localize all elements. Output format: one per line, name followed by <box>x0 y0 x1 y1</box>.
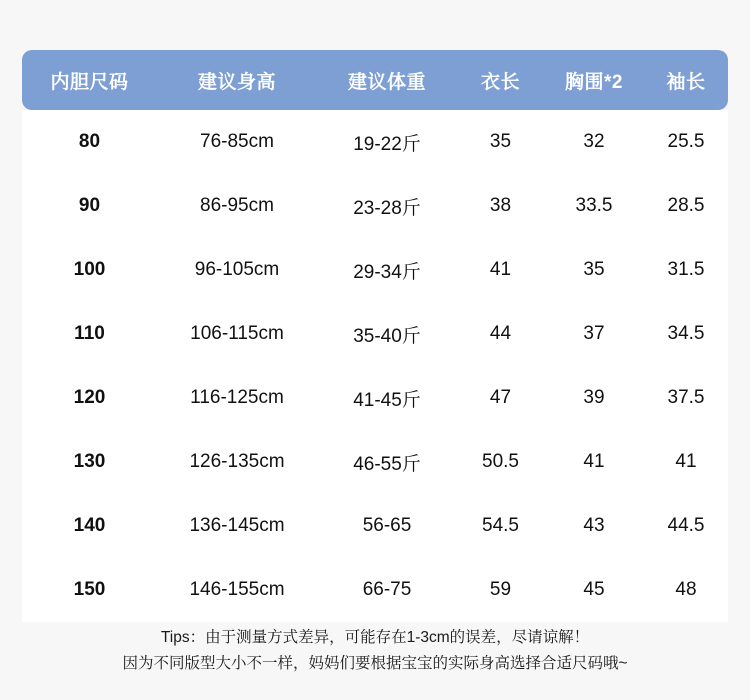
tips-line-2: 因为不同版型大小不一样，妈妈们要根据宝宝的实际身高选择合适尺码哦~ <box>122 655 628 672</box>
cell-clothing-length: 50.5 <box>457 430 544 494</box>
table-row <box>22 494 728 558</box>
cell-sleeve-length: 25.5 <box>644 110 728 174</box>
cell-weight: 46-55斤 <box>317 430 457 494</box>
cell-size: 80 <box>22 110 157 174</box>
size-table-container <box>22 50 728 622</box>
cell-chest: 41 <box>544 430 644 494</box>
table-row <box>22 238 728 302</box>
cell-chest: 33.5 <box>544 174 644 238</box>
cell-weight: 35-40斤 <box>317 302 457 366</box>
cell-size: 90 <box>22 174 157 238</box>
cell-chest: 37 <box>544 302 644 366</box>
tips-line-1: Tips：由于测量方式差异，可能存在1-3cm的误差，尽请谅解！ <box>160 629 590 646</box>
cell-height: 116-125cm <box>157 366 317 430</box>
table-body <box>22 110 728 622</box>
cell-sleeve-length: 34.5 <box>644 302 728 366</box>
cell-chest: 32 <box>544 110 644 174</box>
table-row <box>22 558 728 622</box>
table-row <box>22 366 728 430</box>
cell-clothing-length: 41 <box>457 238 544 302</box>
table-header-row <box>22 50 728 110</box>
column-header-clothing-length: 衣长 <box>457 50 544 110</box>
table-row <box>22 430 728 494</box>
cell-height: 106-115cm <box>157 302 317 366</box>
cell-weight: 19-22斤 <box>317 110 457 174</box>
tips-block <box>0 625 750 677</box>
cell-clothing-length: 54.5 <box>457 494 544 558</box>
table-row <box>22 302 728 366</box>
column-header-chest: 胸围*2 <box>544 50 644 110</box>
cell-height: 126-135cm <box>157 430 317 494</box>
cell-weight: 29-34斤 <box>317 238 457 302</box>
cell-weight: 41-45斤 <box>317 366 457 430</box>
cell-height: 136-145cm <box>157 494 317 558</box>
cell-chest: 43 <box>544 494 644 558</box>
cell-size: 150 <box>22 558 157 622</box>
cell-height: 96-105cm <box>157 238 317 302</box>
table-row <box>22 174 728 238</box>
cell-weight: 66-75 <box>317 558 457 622</box>
cell-size: 110 <box>22 302 157 366</box>
cell-sleeve-length: 28.5 <box>644 174 728 238</box>
table-row <box>22 110 728 174</box>
cell-size: 100 <box>22 238 157 302</box>
cell-size: 140 <box>22 494 157 558</box>
cell-height: 146-155cm <box>157 558 317 622</box>
cell-clothing-length: 59 <box>457 558 544 622</box>
cell-weight: 23-28斤 <box>317 174 457 238</box>
column-header-size: 内胆尺码 <box>22 50 157 110</box>
cell-sleeve-length: 44.5 <box>644 494 728 558</box>
cell-size: 120 <box>22 366 157 430</box>
cell-clothing-length: 44 <box>457 302 544 366</box>
cell-sleeve-length: 31.5 <box>644 238 728 302</box>
cell-chest: 35 <box>544 238 644 302</box>
cell-sleeve-length: 48 <box>644 558 728 622</box>
cell-clothing-length: 38 <box>457 174 544 238</box>
cell-clothing-length: 35 <box>457 110 544 174</box>
cell-height: 76-85cm <box>157 110 317 174</box>
column-header-weight: 建议体重 <box>317 50 457 110</box>
cell-weight: 56-65 <box>317 494 457 558</box>
cell-height: 86-95cm <box>157 174 317 238</box>
column-header-sleeve-length: 袖长 <box>644 50 728 110</box>
cell-chest: 45 <box>544 558 644 622</box>
cell-sleeve-length: 37.5 <box>644 366 728 430</box>
cell-sleeve-length: 41 <box>644 430 728 494</box>
size-table <box>22 50 728 622</box>
column-header-height: 建议身高 <box>157 50 317 110</box>
cell-chest: 39 <box>544 366 644 430</box>
table-header <box>22 50 728 110</box>
cell-size: 130 <box>22 430 157 494</box>
cell-clothing-length: 47 <box>457 366 544 430</box>
